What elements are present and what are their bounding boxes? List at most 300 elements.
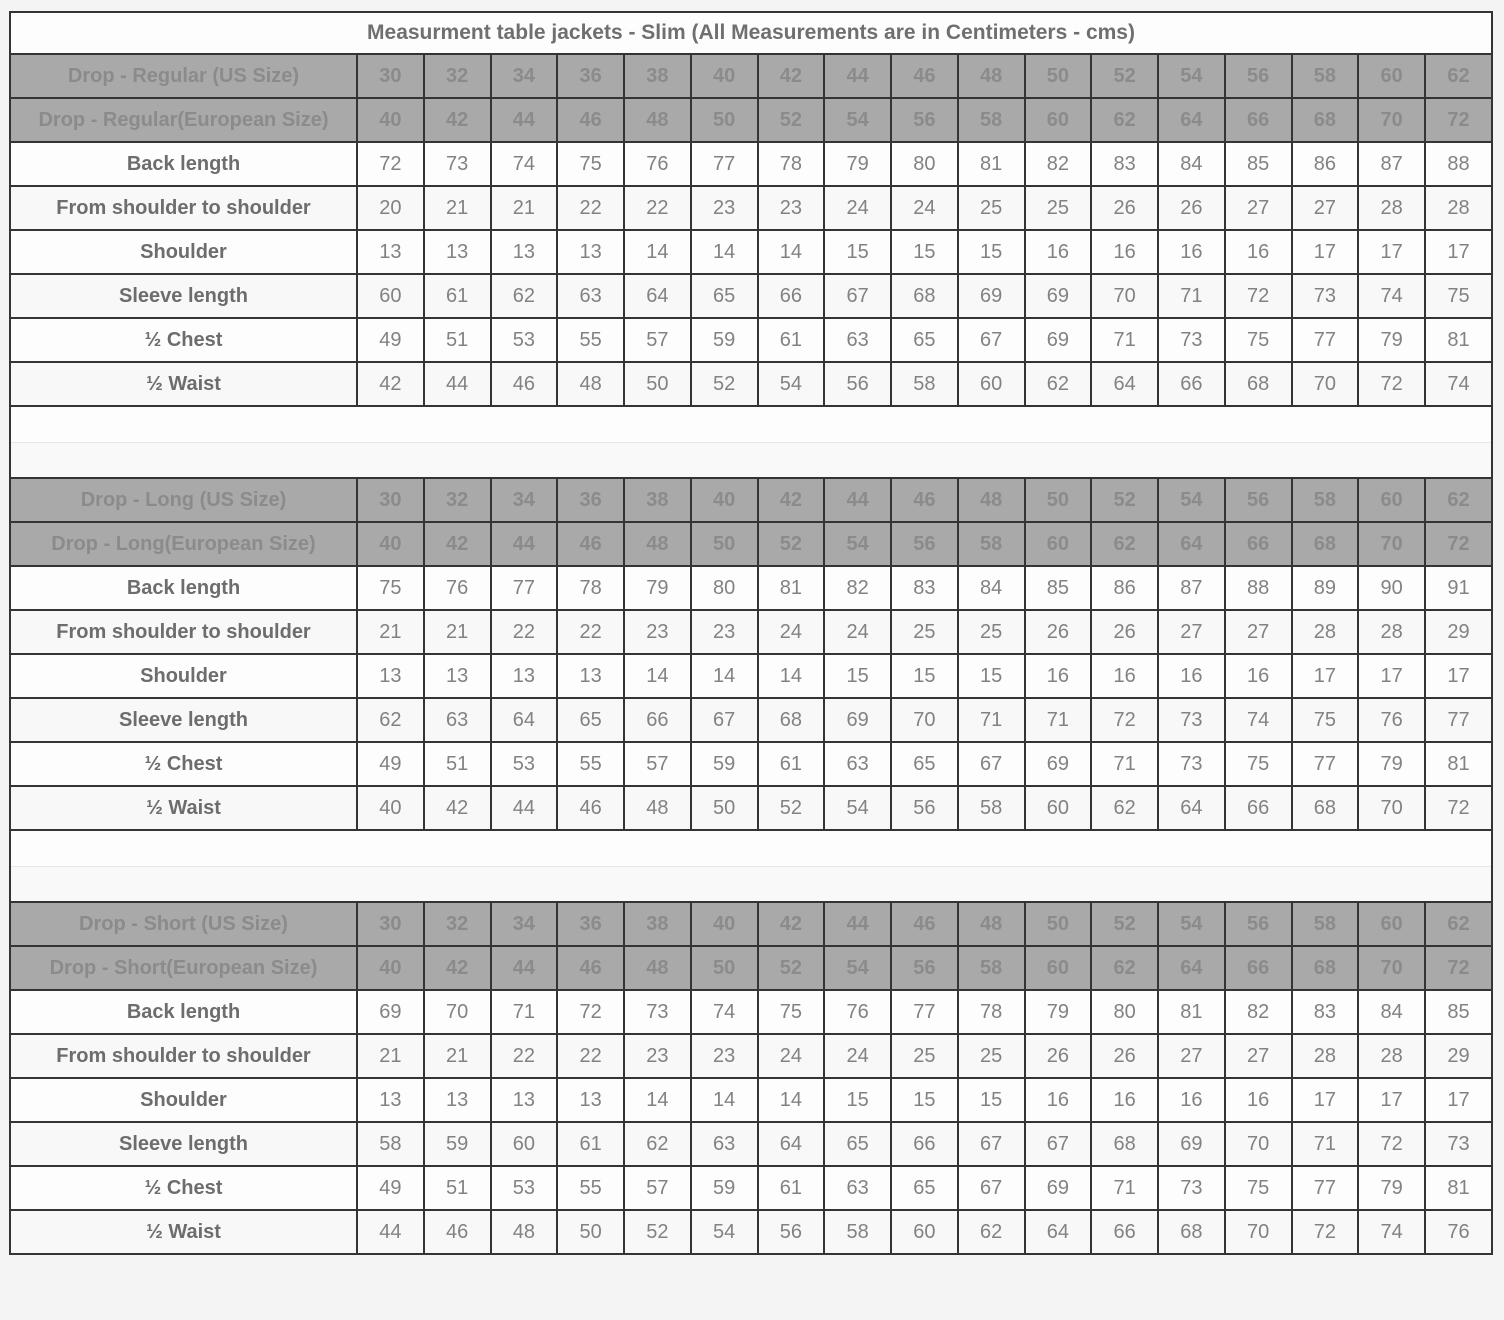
measurement-value: 77 (1292, 1166, 1359, 1210)
measurement-value: 72 (1425, 786, 1492, 830)
measurement-value: 42 (357, 362, 424, 406)
measurement-value: 59 (424, 1122, 491, 1166)
measurement-value: 16 (1158, 1078, 1225, 1122)
measurement-value: 70 (1292, 362, 1359, 406)
measurement-value: 46 (557, 786, 624, 830)
measurement-value: 15 (891, 230, 958, 274)
size-header-cell: 40 (357, 522, 424, 566)
measurement-value: 28 (1358, 1034, 1425, 1078)
measurement-value: 13 (424, 654, 491, 698)
measurement-value: 60 (491, 1122, 558, 1166)
measurement-value: 82 (1025, 142, 1092, 186)
size-header-cell: 52 (758, 522, 825, 566)
measurement-value: 16 (1091, 1078, 1158, 1122)
measurement-value: 15 (958, 654, 1025, 698)
measurement-value: 24 (824, 1034, 891, 1078)
size-header-cell: 58 (958, 98, 1025, 142)
size-header-cell: 62 (1425, 54, 1492, 98)
size-header-cell: 42 (758, 54, 825, 98)
measurement-value: 81 (758, 566, 825, 610)
measurement-value: 16 (1225, 1078, 1292, 1122)
size-header-cell: 40 (357, 98, 424, 142)
spacer-cell (10, 442, 1492, 478)
measurement-row (10, 186, 1492, 230)
measurement-value: 13 (491, 230, 558, 274)
size-header-cell: 64 (1158, 946, 1225, 990)
measurement-value: 44 (491, 786, 558, 830)
measurement-value: 14 (691, 1078, 758, 1122)
measurement-value: 71 (1091, 318, 1158, 362)
measurement-row (10, 1166, 1492, 1210)
size-header-cell: 56 (1225, 54, 1292, 98)
measurement-value: 83 (891, 566, 958, 610)
size-header-cell: 54 (824, 946, 891, 990)
size-header-cell: 48 (624, 98, 691, 142)
spacer-cell (10, 866, 1492, 902)
size-header-cell: 46 (557, 522, 624, 566)
measurement-value: 81 (1158, 990, 1225, 1034)
size-header-cell: 62 (1425, 902, 1492, 946)
measurement-value: 68 (1158, 1210, 1225, 1254)
measurement-value: 61 (557, 1122, 624, 1166)
measurement-value: 89 (1292, 566, 1359, 610)
measurement-value: 56 (758, 1210, 825, 1254)
measurement-value: 58 (958, 786, 1025, 830)
measurement-value: 49 (357, 318, 424, 362)
measurement-value: 66 (758, 274, 825, 318)
measurement-value: 24 (758, 610, 825, 654)
measurement-value: 75 (557, 142, 624, 186)
size-header-cell: 46 (557, 98, 624, 142)
measurement-value: 87 (1358, 142, 1425, 186)
measurement-value: 53 (491, 742, 558, 786)
measurement-value: 23 (691, 1034, 758, 1078)
measurement-value: 74 (691, 990, 758, 1034)
measurement-value: 77 (1425, 698, 1492, 742)
measurement-value: 75 (1225, 318, 1292, 362)
measurement-value: 15 (958, 1078, 1025, 1122)
measurement-value: 14 (691, 654, 758, 698)
measurement-value: 21 (491, 186, 558, 230)
measurement-value: 78 (557, 566, 624, 610)
size-header-cell: 34 (491, 54, 558, 98)
measurement-value: 62 (624, 1122, 691, 1166)
measurement-value: 26 (1091, 186, 1158, 230)
measurement-value: 68 (1225, 362, 1292, 406)
size-header-cell: 34 (491, 478, 558, 522)
measurement-value: 64 (1025, 1210, 1092, 1254)
size-header-cell: 50 (691, 98, 758, 142)
measurement-value: 17 (1292, 230, 1359, 274)
measurement-value: 56 (891, 786, 958, 830)
size-header-label: Drop - Regular(European Size) (10, 98, 357, 142)
size-header-cell: 36 (557, 478, 624, 522)
measurement-value: 81 (1425, 318, 1492, 362)
size-header-cell: 62 (1091, 946, 1158, 990)
size-header-cell: 70 (1358, 946, 1425, 990)
size-header-cell: 44 (824, 478, 891, 522)
measurement-value: 48 (624, 786, 691, 830)
size-header-label: Drop - Long (US Size) (10, 478, 357, 522)
measurement-value: 14 (624, 230, 691, 274)
measurement-value: 70 (1091, 274, 1158, 318)
measurement-value: 72 (1358, 1122, 1425, 1166)
size-header-cell: 54 (1158, 478, 1225, 522)
measurement-value: 77 (1292, 742, 1359, 786)
measurement-value: 65 (557, 698, 624, 742)
measurement-label: ½ Waist (10, 362, 357, 406)
size-header-cell: 44 (491, 98, 558, 142)
measurement-value: 81 (1425, 1166, 1492, 1210)
measurement-value: 77 (1292, 318, 1359, 362)
size-header-cell: 58 (1292, 54, 1359, 98)
size-header-cell: 68 (1292, 98, 1359, 142)
measurement-value: 20 (357, 186, 424, 230)
measurement-value: 28 (1292, 610, 1359, 654)
measurement-value: 73 (1158, 698, 1225, 742)
size-header-cell: 32 (424, 478, 491, 522)
measurement-value: 67 (958, 1166, 1025, 1210)
measurement-value: 21 (357, 1034, 424, 1078)
measurement-value: 81 (1425, 742, 1492, 786)
measurement-value: 72 (1091, 698, 1158, 742)
measurement-value: 13 (424, 1078, 491, 1122)
size-header-cell: 66 (1225, 522, 1292, 566)
measurement-label: Sleeve length (10, 698, 357, 742)
measurement-value: 22 (557, 186, 624, 230)
size-header-cell: 58 (958, 522, 1025, 566)
size-header-cell: 52 (1091, 902, 1158, 946)
size-header-cell: 54 (824, 98, 891, 142)
measurement-value: 81 (958, 142, 1025, 186)
measurement-value: 67 (958, 318, 1025, 362)
measurement-value: 16 (1025, 1078, 1092, 1122)
measurement-value: 62 (491, 274, 558, 318)
size-header-cell: 32 (424, 902, 491, 946)
size-header-cell: 48 (624, 522, 691, 566)
measurement-value: 52 (758, 786, 825, 830)
measurement-value: 27 (1158, 1034, 1225, 1078)
measurement-value: 75 (1425, 274, 1492, 318)
size-header-cell: 66 (1225, 98, 1292, 142)
measurement-value: 28 (1358, 610, 1425, 654)
measurement-value: 79 (624, 566, 691, 610)
measurement-value: 66 (1091, 1210, 1158, 1254)
measurement-value: 53 (491, 318, 558, 362)
measurement-value: 75 (758, 990, 825, 1034)
measurement-value: 73 (1158, 742, 1225, 786)
measurement-value: 72 (1292, 1210, 1359, 1254)
size-header-cell: 46 (891, 54, 958, 98)
size-header-cell: 64 (1158, 98, 1225, 142)
measurement-label: Shoulder (10, 1078, 357, 1122)
measurement-value: 83 (1292, 990, 1359, 1034)
measurement-value: 16 (1025, 654, 1092, 698)
measurement-value: 69 (958, 274, 1025, 318)
measurement-row (10, 654, 1492, 698)
measurement-value: 69 (1025, 742, 1092, 786)
measurement-value: 76 (624, 142, 691, 186)
size-header-cell: 42 (424, 98, 491, 142)
measurement-value: 85 (1425, 990, 1492, 1034)
measurement-value: 76 (424, 566, 491, 610)
measurement-value: 64 (1091, 362, 1158, 406)
measurement-value: 67 (691, 698, 758, 742)
spacer-cell (10, 406, 1492, 442)
measurement-value: 22 (491, 1034, 558, 1078)
size-header-cell: 62 (1425, 478, 1492, 522)
size-header-cell: 44 (491, 946, 558, 990)
measurement-value: 83 (1091, 142, 1158, 186)
measurement-value: 16 (1025, 230, 1092, 274)
measurement-value: 16 (1091, 230, 1158, 274)
measurement-value: 49 (357, 742, 424, 786)
measurement-value: 73 (1158, 1166, 1225, 1210)
measurement-value: 86 (1091, 566, 1158, 610)
size-header-cell: 60 (1358, 54, 1425, 98)
measurement-row (10, 142, 1492, 186)
measurement-value: 25 (958, 186, 1025, 230)
size-header-cell: 54 (1158, 54, 1225, 98)
measurement-label: Back length (10, 566, 357, 610)
measurement-value: 57 (624, 1166, 691, 1210)
measurement-value: 63 (824, 1166, 891, 1210)
measurement-value: 72 (1358, 362, 1425, 406)
measurement-value: 80 (891, 142, 958, 186)
measurement-value: 14 (758, 230, 825, 274)
measurement-value: 57 (624, 742, 691, 786)
measurement-value: 59 (691, 1166, 758, 1210)
size-header-cell: 30 (357, 54, 424, 98)
measurement-value: 52 (624, 1210, 691, 1254)
measurement-value: 29 (1425, 1034, 1492, 1078)
size-header-cell: 56 (891, 946, 958, 990)
measurement-value: 63 (824, 318, 891, 362)
size-header-cell: 42 (758, 478, 825, 522)
measurement-value: 21 (424, 1034, 491, 1078)
measurement-row (10, 230, 1492, 274)
measurement-value: 26 (1025, 1034, 1092, 1078)
size-header-cell: 30 (357, 478, 424, 522)
measurement-value: 84 (958, 566, 1025, 610)
measurement-value: 51 (424, 1166, 491, 1210)
measurement-value: 79 (1025, 990, 1092, 1034)
measurement-row (10, 1210, 1492, 1254)
measurement-value: 22 (491, 610, 558, 654)
measurement-value: 22 (557, 1034, 624, 1078)
measurement-value: 76 (824, 990, 891, 1034)
measurement-value: 62 (357, 698, 424, 742)
measurement-value: 46 (491, 362, 558, 406)
measurement-value: 27 (1225, 610, 1292, 654)
measurement-table (9, 11, 1493, 1255)
measurement-value: 63 (424, 698, 491, 742)
measurement-row (10, 742, 1492, 786)
measurement-value: 65 (891, 318, 958, 362)
measurement-value: 68 (758, 698, 825, 742)
measurement-label: Back length (10, 142, 357, 186)
size-header-cell: 44 (491, 522, 558, 566)
measurement-value: 25 (1025, 186, 1092, 230)
measurement-value: 70 (1225, 1122, 1292, 1166)
size-header-row (10, 902, 1492, 946)
measurement-value: 91 (1425, 566, 1492, 610)
measurement-value: 73 (624, 990, 691, 1034)
measurement-value: 79 (824, 142, 891, 186)
measurement-value: 22 (624, 186, 691, 230)
size-header-cell: 50 (1025, 902, 1092, 946)
measurement-value: 58 (824, 1210, 891, 1254)
measurement-value: 70 (424, 990, 491, 1034)
size-header-row (10, 946, 1492, 990)
measurement-value: 88 (1225, 566, 1292, 610)
measurement-value: 75 (1292, 698, 1359, 742)
measurement-value: 14 (758, 654, 825, 698)
measurement-label: From shoulder to shoulder (10, 610, 357, 654)
measurement-value: 24 (824, 186, 891, 230)
size-header-row (10, 54, 1492, 98)
measurement-value: 59 (691, 742, 758, 786)
measurement-value: 13 (357, 230, 424, 274)
measurement-value: 50 (691, 786, 758, 830)
size-header-cell: 30 (357, 902, 424, 946)
measurement-value: 66 (1158, 362, 1225, 406)
measurement-value: 23 (691, 610, 758, 654)
measurement-value: 61 (758, 318, 825, 362)
measurement-value: 61 (758, 1166, 825, 1210)
size-header-cell: 56 (1225, 902, 1292, 946)
measurement-value: 58 (357, 1122, 424, 1166)
measurement-row (10, 1034, 1492, 1078)
measurement-value: 74 (1225, 698, 1292, 742)
measurement-value: 70 (1358, 786, 1425, 830)
size-header-cell: 58 (958, 946, 1025, 990)
measurement-value: 69 (1025, 274, 1092, 318)
measurement-value: 60 (1025, 786, 1092, 830)
measurement-value: 64 (491, 698, 558, 742)
measurement-value: 15 (891, 1078, 958, 1122)
measurement-value: 82 (1225, 990, 1292, 1034)
measurement-value: 79 (1358, 318, 1425, 362)
size-header-cell: 60 (1358, 902, 1425, 946)
measurement-value: 79 (1358, 742, 1425, 786)
size-header-cell: 40 (357, 946, 424, 990)
measurement-value: 71 (1292, 1122, 1359, 1166)
measurement-value: 26 (1158, 186, 1225, 230)
measurement-value: 90 (1358, 566, 1425, 610)
measurement-row (10, 274, 1492, 318)
size-header-label: Drop - Regular (US Size) (10, 54, 357, 98)
measurement-value: 54 (758, 362, 825, 406)
measurement-value: 24 (758, 1034, 825, 1078)
measurement-value: 17 (1358, 230, 1425, 274)
measurement-value: 74 (1358, 274, 1425, 318)
measurement-value: 71 (1158, 274, 1225, 318)
measurement-value: 75 (1225, 1166, 1292, 1210)
size-header-cell: 48 (958, 54, 1025, 98)
measurement-value: 54 (691, 1210, 758, 1254)
measurement-value: 85 (1025, 566, 1092, 610)
measurement-value: 25 (891, 1034, 958, 1078)
measurement-value: 26 (1025, 610, 1092, 654)
measurement-value: 17 (1358, 1078, 1425, 1122)
measurement-value: 69 (1025, 318, 1092, 362)
size-header-cell: 36 (557, 54, 624, 98)
measurement-value: 67 (958, 1122, 1025, 1166)
spacer-row (10, 866, 1492, 902)
measurement-value: 24 (891, 186, 958, 230)
size-header-cell: 50 (691, 522, 758, 566)
measurement-value: 69 (357, 990, 424, 1034)
measurement-value: 13 (491, 654, 558, 698)
measurement-value: 69 (1158, 1122, 1225, 1166)
measurement-value: 16 (1158, 230, 1225, 274)
size-header-cell: 48 (958, 478, 1025, 522)
measurement-value: 23 (624, 1034, 691, 1078)
measurement-value: 50 (624, 362, 691, 406)
measurement-value: 29 (1425, 610, 1492, 654)
size-header-cell: 70 (1358, 98, 1425, 142)
size-header-cell: 52 (1091, 54, 1158, 98)
measurement-value: 61 (424, 274, 491, 318)
spacer-row (10, 406, 1492, 442)
measurement-value: 15 (824, 1078, 891, 1122)
size-header-cell: 58 (1292, 902, 1359, 946)
size-header-cell: 44 (824, 54, 891, 98)
measurement-value: 80 (691, 566, 758, 610)
measurement-value: 80 (1091, 990, 1158, 1034)
measurement-value: 72 (1225, 274, 1292, 318)
measurement-label: From shoulder to shoulder (10, 186, 357, 230)
size-header-cell: 52 (758, 946, 825, 990)
measurement-row (10, 566, 1492, 610)
measurement-value: 28 (1425, 186, 1492, 230)
spacer-cell (10, 830, 1492, 866)
measurement-value: 27 (1158, 610, 1225, 654)
measurement-value: 79 (1358, 1166, 1425, 1210)
measurement-value: 16 (1091, 654, 1158, 698)
measurement-value: 25 (891, 610, 958, 654)
measurement-value: 74 (1358, 1210, 1425, 1254)
measurement-value: 55 (557, 742, 624, 786)
measurement-value: 69 (824, 698, 891, 742)
measurement-value: 73 (1158, 318, 1225, 362)
measurement-value: 25 (958, 1034, 1025, 1078)
measurement-value: 48 (557, 362, 624, 406)
size-header-cell: 42 (758, 902, 825, 946)
table-title-row (10, 12, 1492, 54)
size-header-cell: 60 (1025, 946, 1092, 990)
size-header-row (10, 478, 1492, 522)
measurement-value: 68 (1091, 1122, 1158, 1166)
measurement-value: 65 (691, 274, 758, 318)
measurement-value: 17 (1425, 1078, 1492, 1122)
measurement-value: 49 (357, 1166, 424, 1210)
measurement-value: 44 (424, 362, 491, 406)
size-header-cell: 70 (1358, 522, 1425, 566)
size-header-cell: 38 (624, 478, 691, 522)
measurement-value: 50 (557, 1210, 624, 1254)
size-header-cell: 50 (691, 946, 758, 990)
measurement-value: 21 (424, 610, 491, 654)
measurement-label: Shoulder (10, 654, 357, 698)
measurement-value: 63 (691, 1122, 758, 1166)
measurement-label: ½ Chest (10, 318, 357, 362)
measurement-value: 63 (824, 742, 891, 786)
measurement-value: 68 (1292, 786, 1359, 830)
measurement-value: 14 (691, 230, 758, 274)
measurement-value: 15 (824, 230, 891, 274)
